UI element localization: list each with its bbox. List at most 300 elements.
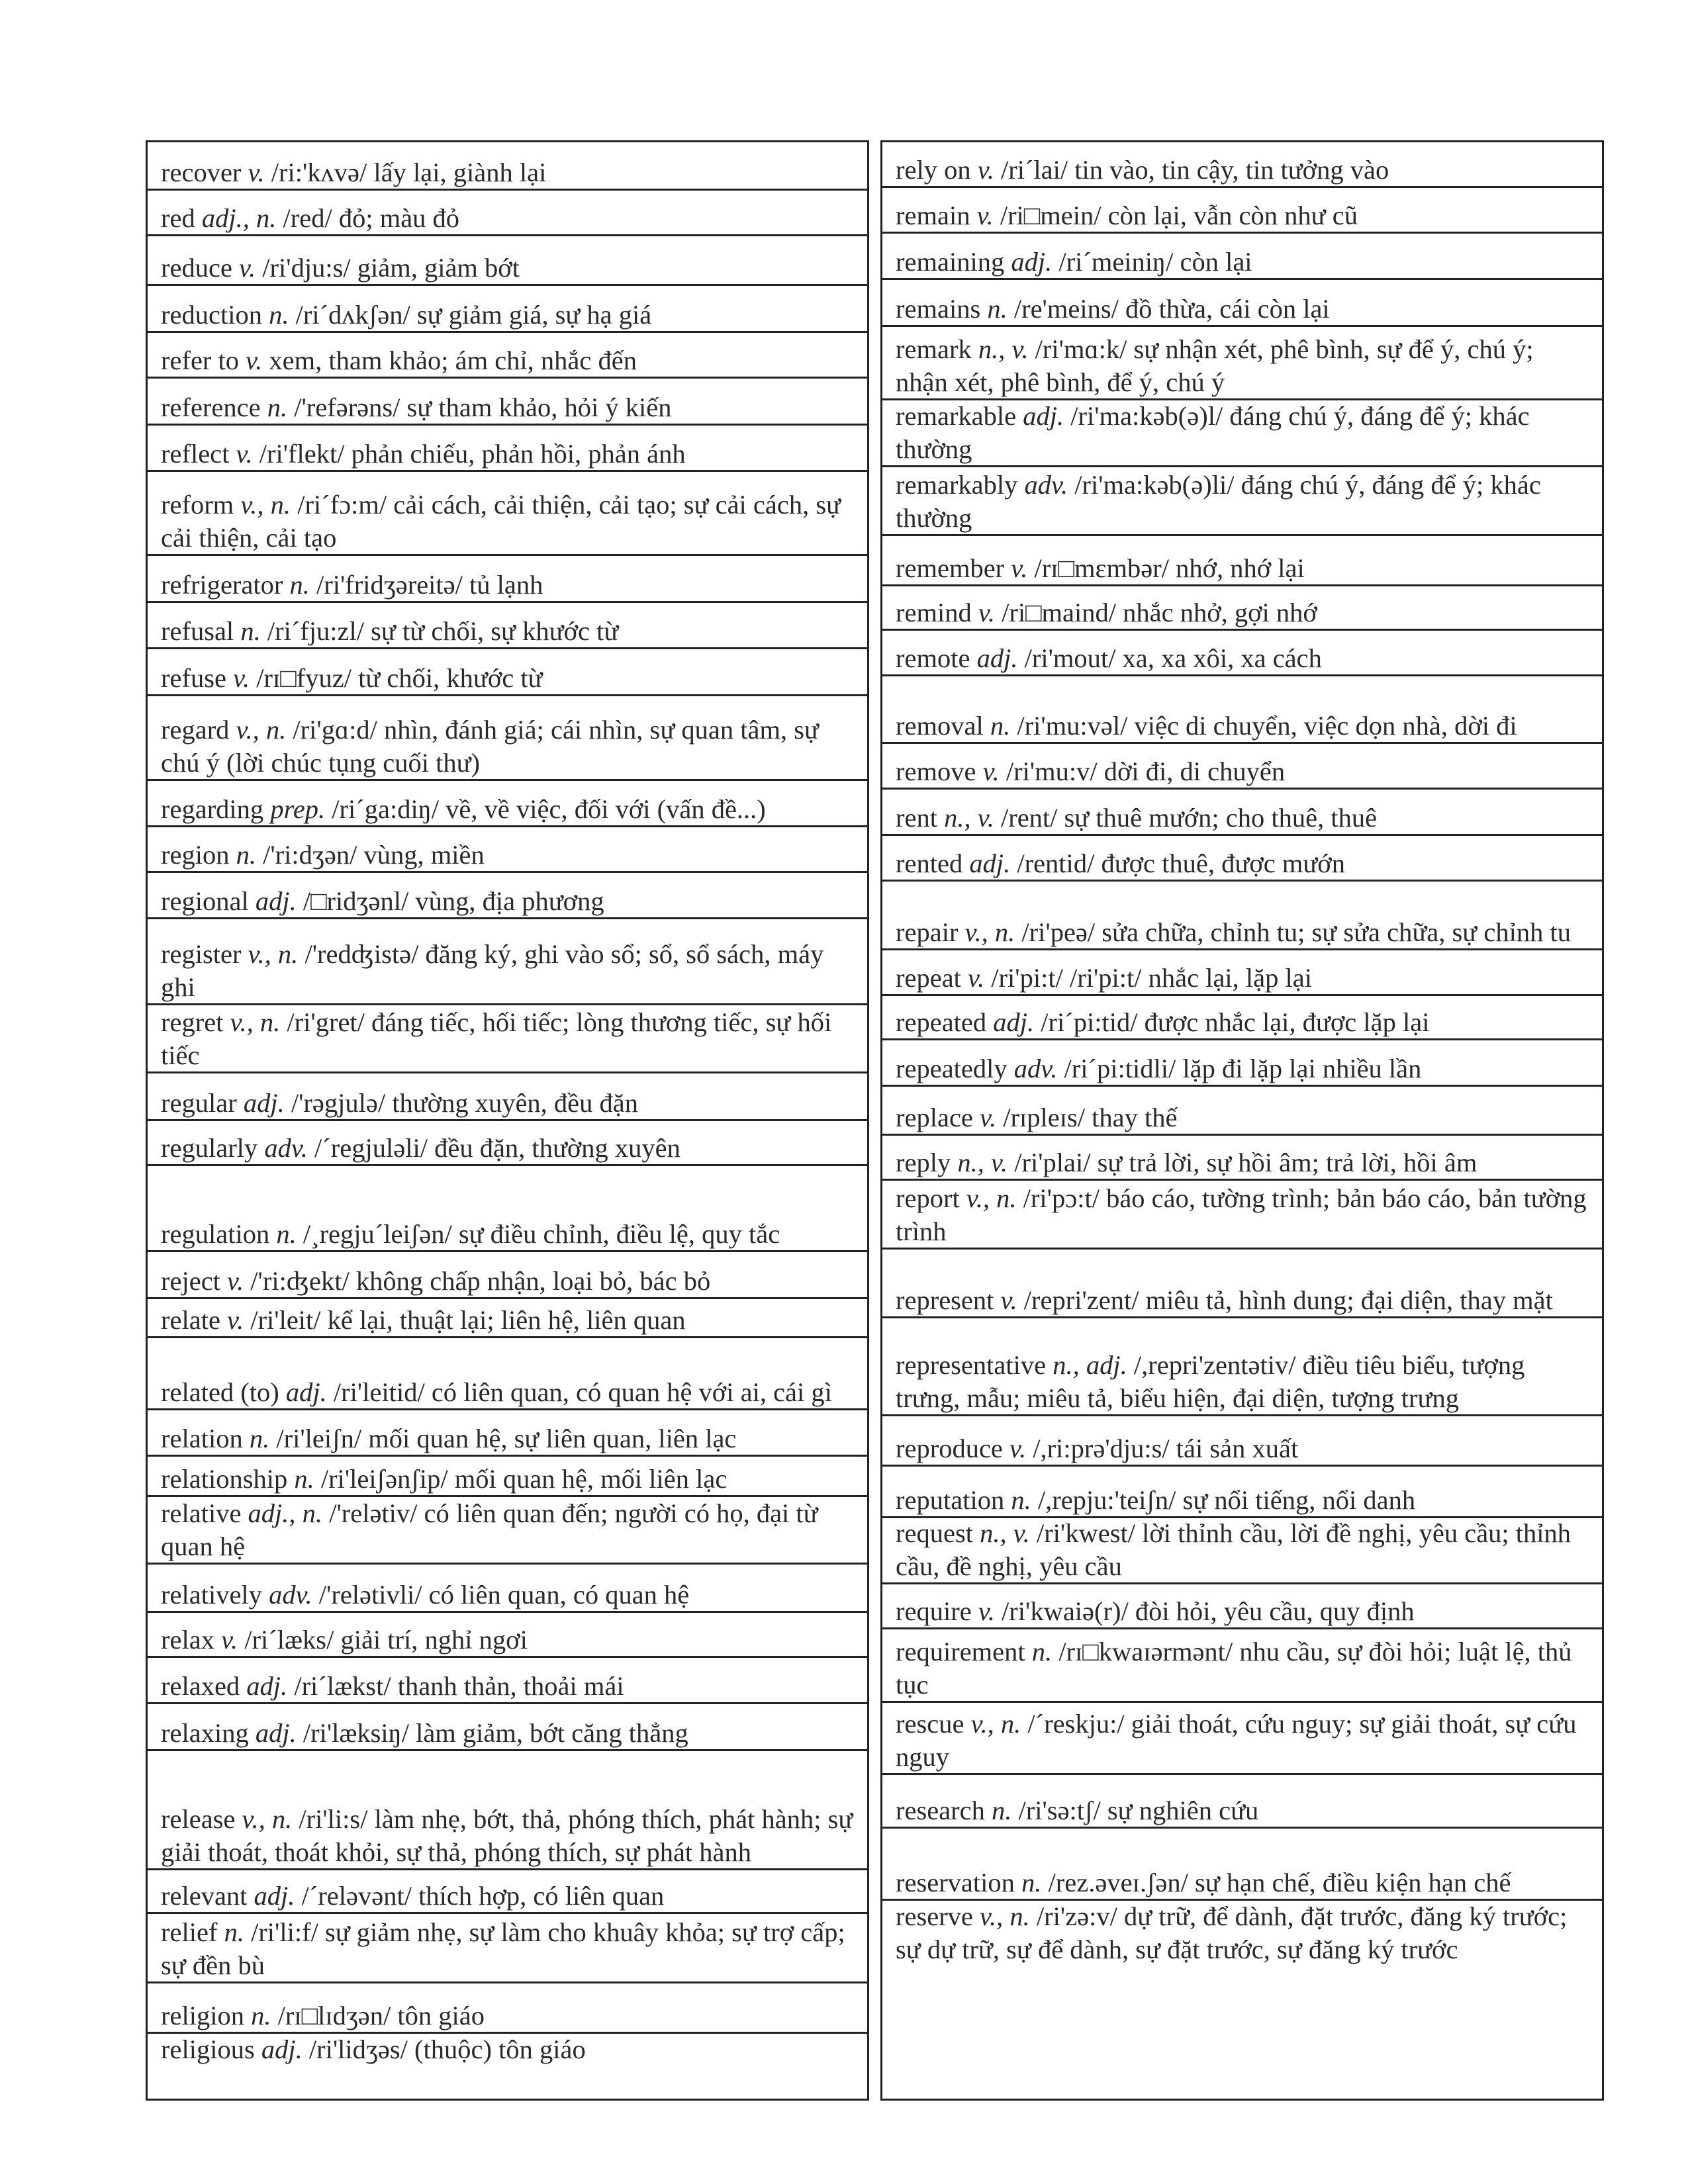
- entry-definition: /ri'leit/ kể lại, thuật lại; liên hệ, liên quan: [250, 1305, 686, 1335]
- entry-word: rely on: [896, 155, 971, 185]
- dictionary-entry: [882, 1135, 1602, 1180]
- entry-part-of-speech: v.: [968, 963, 985, 993]
- entry-definition: /ri'mout/ xa, xa xôi, xa cách: [1024, 643, 1322, 673]
- entry-definition: /ri´meiniŋ/ còn lại: [1058, 247, 1252, 277]
- row-divider: [882, 584, 1602, 586]
- entry-definition: /repri'zent/ miêu tả, hình dung; đại diện, thay mặt: [1023, 1285, 1553, 1315]
- entry-word: repeat: [896, 963, 961, 993]
- entry-word: refuse: [161, 663, 226, 693]
- dictionary-entry: [148, 1704, 867, 1751]
- entry-part-of-speech: v., n.: [964, 917, 1015, 947]
- entry-part-of-speech: v., n.: [240, 490, 291, 520]
- entry-part-of-speech: adj.: [255, 886, 297, 916]
- entry-definition: /□ridʒənl/ vùng, địa phương: [303, 886, 604, 916]
- entry-definition: /ri'li:s/ làm nhẹ, bớt, thả, phóng thích, phát hành; sự giải thoát, thoát khỏi, sự thả, phóng thích, sự phát hành: [161, 1804, 853, 1867]
- entry-word: repeatedly: [896, 1054, 1008, 1083]
- row-divider: [882, 1827, 1602, 1829]
- entry-definition: /re'meins/ đồ thừa, cái còn lại: [1013, 294, 1330, 324]
- row-divider: [882, 1414, 1602, 1416]
- row-divider: [882, 398, 1602, 400]
- row-divider: [148, 234, 867, 236]
- entry-part-of-speech: v.: [978, 1596, 995, 1626]
- entry-word: reduction: [161, 300, 262, 330]
- entry-definition: /ri'læksiŋ/ làm giảm, bớt căng thẳng: [303, 1718, 688, 1748]
- entry-definition: /´reskju:/ giải thoát, cứu nguy; sự giải thoát, sự cứu nguy: [896, 1709, 1577, 1772]
- entry-definition: /ri'sə:tʃ/ sự nghiên cứu: [1018, 1796, 1259, 1825]
- dictionary-entry: [882, 1774, 1602, 1828]
- dictionary-entry: [882, 535, 1602, 586]
- entry-part-of-speech: adj.: [255, 1718, 297, 1748]
- entry-definition: /ri'zə:v/ dự trữ, để dành, đặt trước, đăng ký trước; sự dự trữ, sự để dành, sự đặt trước, sự đăng ký trước: [896, 1901, 1568, 1964]
- entry-part-of-speech: v., n.: [980, 1901, 1030, 1931]
- entry-part-of-speech: n.: [269, 300, 289, 330]
- entry-part-of-speech: adj.: [285, 1377, 327, 1407]
- dictionary-entry: [882, 187, 1602, 233]
- entry-definition: /ri'mu:v/ dời đi, di chuyển: [1006, 756, 1286, 786]
- entry-part-of-speech: n.: [276, 1219, 297, 1249]
- row-divider: [882, 1627, 1602, 1629]
- entry-definition: /ri´pi:tidli/ lặp đi lặp lại nhiều lần: [1064, 1054, 1422, 1083]
- row-divider: [148, 284, 867, 286]
- entry-word: remark: [896, 334, 972, 364]
- dictionary-entry: [148, 1338, 867, 1410]
- row-divider: [148, 1656, 867, 1658]
- entry-word: requirement: [896, 1637, 1025, 1666]
- dictionary-entry: [148, 602, 867, 649]
- entry-definition: /ri'kwest/ lời thỉnh cầu, lời đề nghị, yêu cầu; thỉnh cầu, đề nghị, yêu cầu: [896, 1518, 1571, 1581]
- row-divider: [882, 325, 1602, 327]
- entry-word: recover: [161, 158, 242, 187]
- dictionary-entry: [882, 1318, 1602, 1416]
- entry-definition: /ri´dʌkʃən/ sự giảm giá, sự hạ giá: [295, 300, 652, 330]
- entry-part-of-speech: n.: [251, 2001, 271, 2030]
- row-divider: [882, 1465, 1602, 1467]
- entry-part-of-speech: v.: [978, 598, 995, 627]
- dictionary-entry: [148, 1165, 867, 1251]
- entry-part-of-speech: v.: [982, 756, 1000, 786]
- entry-definition: /'redʤistə/ đăng ký, ghi vào sổ; sổ, sổ sách, máy ghi: [161, 939, 824, 1002]
- row-divider: [148, 2032, 867, 2034]
- entry-definition: /rez.əveɪ.ʃən/ sự hạn chế, điều kiện hạn chế: [1048, 1868, 1511, 1897]
- entry-definition: /rɪ□fyuz/ từ chối, khước từ: [256, 663, 543, 693]
- entry-definition: /ri□maind/ nhắc nhở, gợi nhớ: [1002, 598, 1317, 627]
- right-column: [880, 140, 1604, 2101]
- entry-definition: /ri'peə/ sửa chữa, chỉnh tu; sự sửa chữa, sự chỉnh tu: [1021, 917, 1571, 947]
- entry-part-of-speech: v.: [1009, 1433, 1027, 1463]
- dictionary-entry: [148, 1005, 867, 1073]
- entry-definition: /ri'gret/ đáng tiếc, hối tiếc; lòng thương tiếc, sự hối tiếc: [161, 1007, 832, 1070]
- dictionary-entry: [882, 1702, 1602, 1774]
- entry-part-of-speech: v., n.: [242, 1804, 293, 1834]
- row-divider: [148, 871, 867, 873]
- entry-word: relax: [161, 1625, 214, 1655]
- entry-part-of-speech: prep.: [270, 794, 326, 824]
- entry-word: reject: [161, 1266, 220, 1296]
- entry-definition: /rentid/ được thuê, được mướn: [1017, 848, 1345, 878]
- entry-definition: /ri'lidʒəs/ (thuộc) tôn giáo: [308, 2034, 586, 2064]
- entry-part-of-speech: adj., n.: [248, 1498, 323, 1528]
- entry-definition: /ri'dju:s/ giảm, giảm bớt: [262, 253, 520, 283]
- dictionary-entry: [148, 285, 867, 332]
- row-divider: [148, 647, 867, 649]
- dictionary-entry: [882, 881, 1602, 950]
- entry-definition: /ri'leiʃn/ mối quan hệ, sự liên quan, liên lạc: [276, 1424, 737, 1453]
- entry-word: remaining: [896, 247, 1005, 277]
- entry-word: repair: [896, 917, 959, 947]
- dictionary-entry: [148, 236, 867, 285]
- entry-definition: /ri´pi:tid/ được nhắc lại, được lặp lại: [1041, 1007, 1430, 1037]
- entry-definition: /ri:'kʌvə/ lấy lại, giành lại: [271, 158, 547, 187]
- entry-definition: /,repju:'teiʃn/ sự nổi tiếng, nổi danh: [1037, 1485, 1416, 1515]
- row-divider: [148, 424, 867, 426]
- entry-part-of-speech: v.: [227, 1305, 244, 1335]
- entry-word: relatively: [161, 1580, 262, 1610]
- dictionary-entry: [882, 586, 1602, 630]
- entry-word: religion: [161, 2001, 244, 2030]
- entry-word: research: [896, 1796, 985, 1825]
- entry-definition: /ri'gɑ:d/ nhìn, đánh giá; cái nhìn, sự quan tâm, sự chú ý (lời chúc tụng cuối thư): [161, 715, 819, 778]
- entry-part-of-speech: n.: [294, 1464, 314, 1494]
- entry-part-of-speech: n.: [240, 616, 261, 646]
- dictionary-entry: [882, 1416, 1602, 1466]
- entry-definition: /,repri'zentətiv/ điều tiêu biểu, tượng trưng, mẫu; miêu tả, biểu hiện, đại diện, tượng trưng: [896, 1350, 1525, 1413]
- entry-word: reserve: [896, 1901, 973, 1931]
- row-divider: [882, 1248, 1602, 1250]
- dictionary-entry: [882, 233, 1602, 279]
- entry-word: regulation: [161, 1219, 270, 1249]
- entry-part-of-speech: v.: [1000, 1285, 1017, 1315]
- row-divider: [148, 1495, 867, 1497]
- entry-word: remember: [896, 553, 1005, 583]
- entry-part-of-speech: n.: [224, 1917, 244, 1947]
- row-divider: [148, 1119, 867, 1121]
- row-divider: [148, 1749, 867, 1751]
- entry-part-of-speech: v., n.: [230, 1007, 281, 1037]
- row-divider: [148, 189, 867, 191]
- entry-part-of-speech: n., v.: [957, 1148, 1008, 1177]
- entry-word: removal: [896, 711, 984, 741]
- row-divider: [882, 186, 1602, 188]
- entry-part-of-speech: v., n.: [236, 715, 287, 745]
- row-divider: [148, 1250, 867, 1252]
- entry-part-of-speech: n., adj.: [1053, 1350, 1127, 1380]
- row-divider: [882, 880, 1602, 882]
- entry-definition: xem, tham khảo; ám chỉ, nhắc đến: [269, 345, 637, 375]
- row-divider: [882, 1701, 1602, 1703]
- entry-word: refrigerator: [161, 570, 283, 600]
- row-divider: [148, 1297, 867, 1299]
- dictionary-entry: [148, 1657, 867, 1704]
- row-divider: [882, 1316, 1602, 1318]
- dictionary-entry: [148, 2033, 867, 2103]
- dictionary-entry: [148, 1073, 867, 1120]
- entry-part-of-speech: n.: [236, 840, 256, 870]
- entry-part-of-speech: n.: [990, 711, 1011, 741]
- entry-word: related (to): [161, 1377, 279, 1407]
- entry-word: reproduce: [896, 1433, 1003, 1463]
- entry-definition: /ri'plai/ sự trả lời, sự hồi âm; trả lời, hồi âm: [1014, 1148, 1477, 1177]
- entry-part-of-speech: v.: [221, 1625, 238, 1655]
- row-divider: [882, 1899, 1602, 1901]
- entry-part-of-speech: n.: [987, 294, 1008, 324]
- entry-word: regional: [161, 886, 249, 916]
- row-divider: [882, 232, 1602, 234]
- entry-word: remote: [896, 643, 970, 673]
- row-divider: [882, 1516, 1602, 1518]
- row-divider: [882, 534, 1602, 536]
- entry-part-of-speech: v.: [977, 155, 994, 185]
- entry-part-of-speech: n., v.: [944, 803, 994, 833]
- dictionary-entry: [148, 332, 867, 378]
- row-divider: [882, 742, 1602, 744]
- dictionary-entry: [882, 789, 1602, 835]
- entry-definition: /'ri:ʤekt/ không chấp nhận, loại bỏ, bác bỏ: [250, 1266, 711, 1296]
- entry-word: relative: [161, 1498, 242, 1528]
- dictionary-entry: [148, 1564, 867, 1612]
- row-divider: [148, 331, 867, 333]
- entry-part-of-speech: n., v.: [978, 334, 1029, 364]
- dictionary-entry: [882, 1828, 1602, 1900]
- entry-part-of-speech: adv.: [1013, 1054, 1058, 1083]
- entry-word: red: [161, 203, 195, 233]
- entry-part-of-speech: adj.: [976, 643, 1018, 673]
- entry-definition: /'refərəns/ sự tham khảo, hỏi ý kiến: [294, 392, 672, 422]
- entry-definition: /¸regju´leiʃən/ sự điều chỉnh, điều lệ, quy tắc: [303, 1219, 780, 1249]
- entry-definition: /ri´fju:zl/ sự từ chối, sự khước từ: [267, 616, 619, 646]
- entry-definition: /ri'mu:vəl/ việc di chuyển, việc dọn nhà, dời đi: [1017, 711, 1517, 741]
- entry-word: represent: [896, 1285, 994, 1315]
- entry-definition: /rɪpleɪs/ thay thế: [1003, 1103, 1178, 1132]
- entry-word: relevant: [161, 1881, 248, 1911]
- row-divider: [882, 834, 1602, 836]
- row-divider: [148, 470, 867, 472]
- entry-part-of-speech: n.: [249, 1424, 270, 1453]
- entry-word: relaxing: [161, 1718, 249, 1748]
- row-divider: [882, 1038, 1602, 1040]
- dictionary-entry: [882, 467, 1602, 535]
- row-divider: [148, 825, 867, 827]
- entry-word: relaxed: [161, 1671, 240, 1701]
- row-divider: [882, 629, 1602, 631]
- dictionary-entry: [148, 555, 867, 602]
- entry-word: remarkable: [896, 401, 1017, 431]
- entry-definition: /ri'leitid/ có liên quan, có quan hệ với ai, cái gì: [333, 1377, 832, 1407]
- entry-definition: /'rəgjulə/ thường xuyên, đều đặn: [291, 1088, 638, 1118]
- dictionary-entry: [882, 1900, 1602, 2103]
- dictionary-entry: [882, 1040, 1602, 1086]
- entry-part-of-speech: n.: [1031, 1637, 1053, 1666]
- dictionary-entry: [882, 279, 1602, 326]
- dictionary-entry: [148, 780, 867, 827]
- entry-definition: /'relətiv/ có liên quan đến; người có họ, đại từ quan hệ: [161, 1498, 818, 1561]
- entry-definition: /'ri:dʒən/ vùng, miền: [263, 840, 485, 870]
- entry-definition: /ri'kwaiə(r)/ đòi hỏi, yêu cầu, quy định: [1002, 1596, 1415, 1626]
- entry-definition: /´reləvənt/ thích hợp, có liên quan: [301, 1881, 665, 1911]
- entry-word: regard: [161, 715, 230, 745]
- dictionary-entry: [148, 1913, 867, 1983]
- entry-word: refer to: [161, 345, 240, 375]
- entry-definition: /red/ đỏ; màu đỏ: [283, 203, 460, 233]
- row-divider: [148, 601, 867, 603]
- dictionary-entry: [148, 1496, 867, 1564]
- row-divider: [148, 1336, 867, 1338]
- dictionary-entry: [148, 1612, 867, 1657]
- row-divider: [148, 554, 867, 556]
- entry-word: rent: [896, 803, 937, 833]
- entry-word: relation: [161, 1424, 243, 1453]
- dictionary-entry: [148, 378, 867, 425]
- entry-word: refusal: [161, 616, 234, 646]
- entry-word: regret: [161, 1007, 224, 1037]
- entry-part-of-speech: v.: [227, 1266, 244, 1296]
- dictionary-entry: [882, 676, 1602, 743]
- entry-definition: /ri'mɑ:k/ sự nhận xét, phê bình, sự để ý, chú ý; nhận xét, phê bình, để ý, chú ý: [896, 334, 1534, 397]
- entry-definition: /ri'li:f/ sự giảm nhẹ, sự làm cho khuây khỏa; sự trợ cấp; sự đền bù: [161, 1917, 845, 1980]
- entry-definition: /ri'ma:kəb(ə)l/ đáng chú ý, đáng để ý; khác thường: [896, 401, 1530, 464]
- entry-part-of-speech: adj.: [243, 1088, 285, 1118]
- row-divider: [148, 1164, 867, 1166]
- dictionary-entry: [148, 919, 867, 1005]
- entry-definition: /rɪ□mɛmbər/ nhớ, nhớ lại: [1034, 553, 1305, 583]
- entry-part-of-speech: adj.: [1023, 401, 1064, 431]
- entry-part-of-speech: n., v.: [980, 1518, 1030, 1548]
- row-divider: [148, 1912, 867, 1914]
- entry-part-of-speech: v., n.: [966, 1183, 1017, 1213]
- dictionary-entry: [882, 1180, 1602, 1249]
- entry-part-of-speech: n.: [267, 392, 288, 422]
- row-divider: [882, 1179, 1602, 1181]
- entry-word: regarding: [161, 794, 264, 824]
- row-divider: [148, 694, 867, 696]
- entry-word: reduce: [161, 253, 232, 283]
- row-divider: [882, 1773, 1602, 1775]
- entry-word: relief: [161, 1917, 218, 1947]
- entry-definition: /ri'ma:kəb(ə)li/ đáng chú ý, đáng để ý; khác thường: [896, 470, 1541, 533]
- entry-word: representative: [896, 1350, 1047, 1380]
- entry-part-of-speech: n.: [992, 1796, 1012, 1825]
- row-divider: [148, 1563, 867, 1565]
- row-divider: [882, 674, 1602, 676]
- entry-word: request: [896, 1518, 973, 1548]
- entry-word: remains: [896, 294, 981, 324]
- dictionary-entry: [148, 872, 867, 919]
- dictionary-entry: [148, 1410, 867, 1456]
- entry-part-of-speech: n.: [289, 570, 310, 600]
- dictionary-entry: [882, 630, 1602, 676]
- entry-part-of-speech: v.: [980, 1103, 997, 1132]
- entry-definition: /ri´ga:diŋ/ về, về việc, đối với (vấn đề...): [332, 794, 766, 824]
- entry-word: remarkably: [896, 470, 1018, 500]
- dictionary-entry: [148, 1456, 867, 1496]
- row-divider: [882, 1085, 1602, 1087]
- entry-definition: /ri□mein/ còn lại, vẫn còn như cũ: [1000, 201, 1358, 230]
- entry-part-of-speech: v.: [233, 663, 250, 693]
- entry-part-of-speech: v.: [976, 201, 994, 230]
- entry-part-of-speech: adj.: [246, 1671, 288, 1701]
- entry-word: remind: [896, 598, 972, 627]
- dictionary-entry: [148, 696, 867, 780]
- entry-word: rented: [896, 848, 963, 878]
- entry-definition: /rɪ□kwaɪərmənt/ nhu cầu, sự đòi hỏi; luật lệ, thủ tục: [896, 1637, 1572, 1700]
- entry-definition: /rɪ□lɪdʒən/ tôn giáo: [277, 2001, 485, 2030]
- row-divider: [148, 779, 867, 781]
- entry-definition: /ri'leiʃənʃip/ mối quan hệ, mối liên lạc: [320, 1464, 727, 1494]
- dictionary-entry: [148, 142, 867, 190]
- entry-definition: /ri'pi:t/ /ri'pi:t/ nhắc lại, lặp lại: [991, 963, 1313, 993]
- dictionary-entry: [148, 1298, 867, 1338]
- entry-definition: /ri'pɔ:t/ báo cáo, tường trình; bản báo cáo, bản tường trình: [896, 1183, 1587, 1246]
- entry-part-of-speech: v., n.: [970, 1709, 1021, 1739]
- entry-part-of-speech: adj.: [254, 1881, 295, 1911]
- dictionary-entry: [882, 835, 1602, 881]
- dictionary-entry: [148, 425, 867, 471]
- entry-word: reflect: [161, 439, 230, 469]
- entry-definition: /rent/ sự thuê mướn; cho thuê, thuê: [1000, 803, 1378, 833]
- row-divider: [882, 1582, 1602, 1584]
- entry-word: report: [896, 1183, 960, 1213]
- row-divider: [148, 1071, 867, 1073]
- entry-definition: /'relətivli/ có liên quan, có quan hệ: [318, 1580, 690, 1610]
- dictionary-entry: [148, 827, 867, 872]
- dictionary-entry: [882, 1629, 1602, 1702]
- dictionary-entry: [882, 326, 1602, 400]
- entry-word: region: [161, 840, 230, 870]
- row-divider: [148, 1408, 867, 1410]
- left-column: [146, 140, 869, 2101]
- entry-definition: /ri´lækst/ thanh thản, thoải mái: [294, 1671, 624, 1701]
- dictionary-entry: [148, 1983, 867, 2033]
- entry-part-of-speech: adj.: [969, 848, 1011, 878]
- entry-word: replace: [896, 1103, 973, 1132]
- dictionary-entry: [148, 190, 867, 236]
- entry-part-of-speech: adj., n.: [201, 203, 277, 233]
- row-divider: [148, 1868, 867, 1870]
- dictionary-entry: [148, 649, 867, 696]
- dictionary-entry: [148, 1751, 867, 1870]
- entry-word: religious: [161, 2034, 255, 2064]
- row-divider: [882, 278, 1602, 280]
- entry-word: relate: [161, 1305, 220, 1335]
- entry-part-of-speech: n.: [1011, 1485, 1031, 1515]
- row-divider: [148, 377, 867, 379]
- entry-word: release: [161, 1804, 236, 1834]
- row-divider: [148, 917, 867, 919]
- row-divider: [882, 788, 1602, 790]
- row-divider: [882, 994, 1602, 996]
- dictionary-entry: [148, 1251, 867, 1298]
- entry-part-of-speech: v.: [236, 439, 253, 469]
- entry-part-of-speech: v.: [1011, 553, 1028, 583]
- entry-word: remain: [896, 201, 970, 230]
- row-divider: [148, 1981, 867, 1983]
- entry-part-of-speech: adv.: [269, 1580, 312, 1610]
- dictionary-entry: [882, 142, 1602, 187]
- entry-word: register: [161, 939, 242, 969]
- row-divider: [148, 1702, 867, 1704]
- row-divider: [148, 1003, 867, 1005]
- dictionary-entry: [882, 1518, 1602, 1584]
- row-divider: [882, 465, 1602, 467]
- entry-definition: /ri'flekt/ phản chiếu, phản hồi, phản ánh: [259, 439, 686, 469]
- dictionary-entry: [148, 471, 867, 555]
- entry-part-of-speech: adj.: [1011, 247, 1053, 277]
- entry-part-of-speech: v.: [246, 345, 263, 375]
- entry-word: rescue: [896, 1709, 964, 1739]
- entry-word: reservation: [896, 1868, 1015, 1897]
- dictionary-entry: [882, 1584, 1602, 1629]
- entry-part-of-speech: adv.: [264, 1133, 308, 1163]
- entry-definition: /ri'fridʒəreitə/ tủ lạnh: [316, 570, 543, 600]
